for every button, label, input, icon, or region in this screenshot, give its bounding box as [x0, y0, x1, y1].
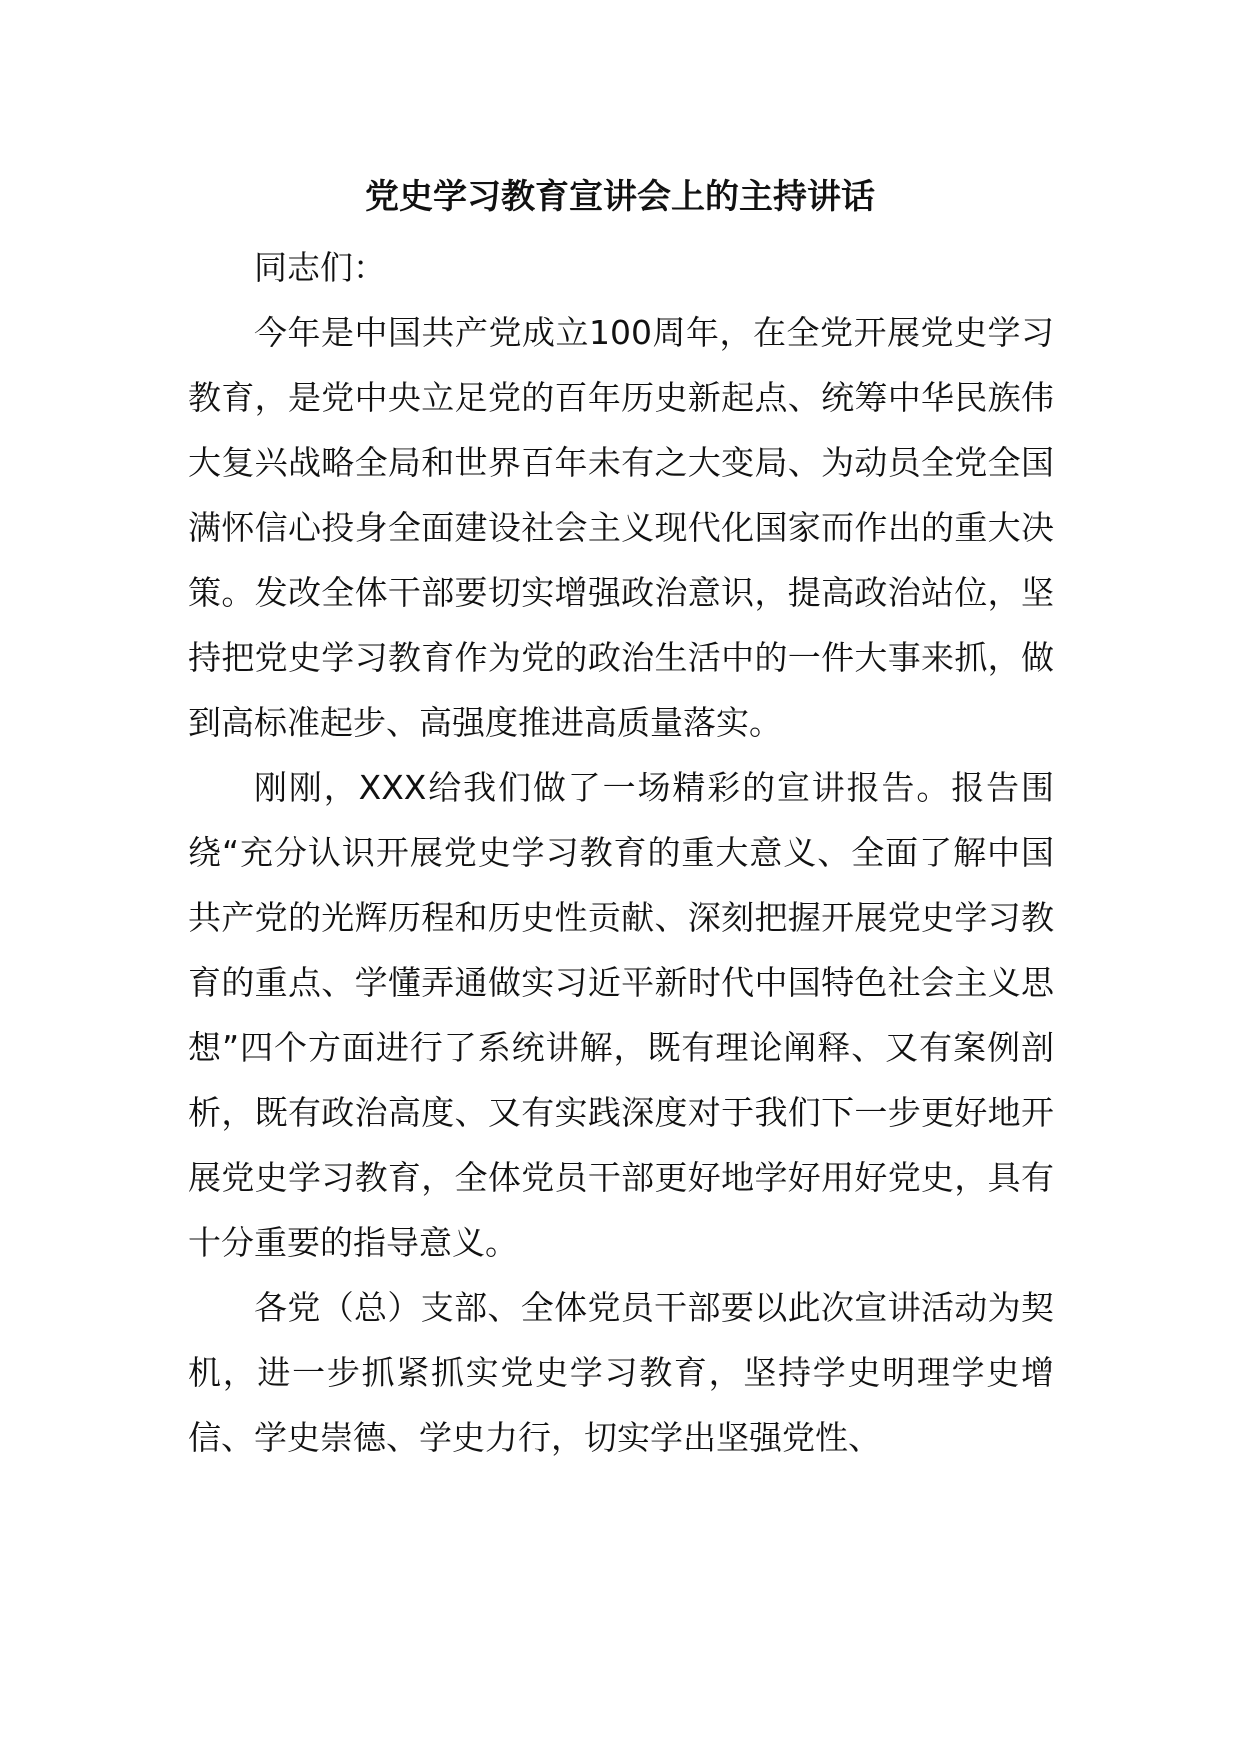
salutation-paragraph: 同志们： [254, 248, 386, 287]
body-paragraph-1: 今年是中国共产党成立100周年，在全党开展党史学习教育，是党中央立足党的百年历史新起点、统筹中华民族伟大复兴战略全局和世界百年未有之大变局、为动员全党全国满怀信心投身全面建设社会主义现代化国家而作出的重大决策。发改全体干部要切实增强政治意识，提高政治站位，坚持把党史学习教育作为党的政治生活中的一件大事来抓，做到高标准起步、高强度推进高质量落实。 [188, 313, 1054, 742]
body-paragraph-2: 刚刚，XXX给我们做了一场精彩的宣讲报告。报告围绕“充分认识开展党史学习教育的重大意义、全面了解中国共产党的光辉历程和历史性贡献、深刻把握开展党史学习教育的重点、学懂弄通做实习近平新时代中国特色社会主义思想”四个方面进行了系统讲解，既有理论阐释、又有案例剖析，既有政治高度、又有实践深度对于我们下一步更好地开展党史学习教育，全体党员干部更好地学好用好党史，具有十分重要的指导意义。 [188, 768, 1054, 1262]
document-title: 党史学习教育宣讲会上的主持讲话 [365, 177, 875, 217]
body-paragraph-3: 各党（总）支部、全体党员干部要以此次宣讲活动为契机，进一步抓紧抓实党史学习教育，坚持学史明理学史增信、学史崇德、学史力行，切实学出坚强党性、 [188, 1288, 1054, 1457]
document-body [188, 235, 1054, 1470]
